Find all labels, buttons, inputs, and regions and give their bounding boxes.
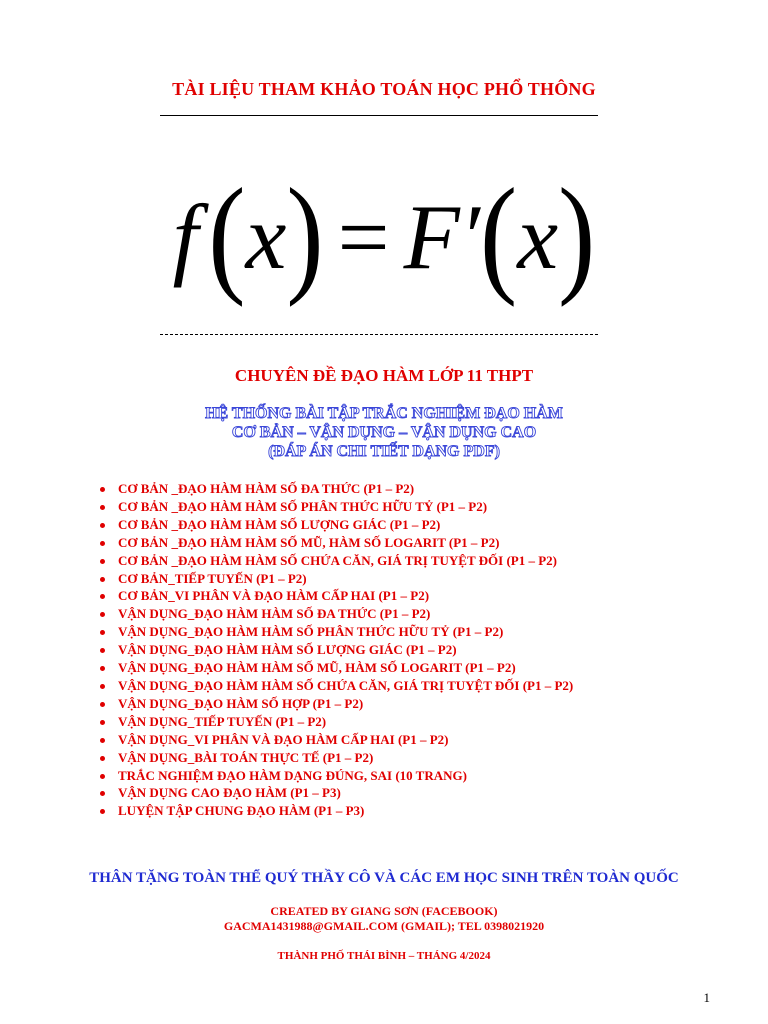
list-item-label: VẬN DỤNG_BÀI TOÁN THỰC TẾ (P1 – P2) [118,749,374,765]
page-number: 1 [703,990,710,1005]
bullet-icon [100,487,105,492]
author-contact: GACMA1431988@GMAIL.COM (GMAIL); TEL 0398021920 [223,919,545,933]
list-item-label: CƠ BẢN _ĐẠO HÀM HÀM SỐ ĐA THỨC (P1 – P2) [118,481,415,496]
list-item [100,659,573,677]
list-item [100,480,573,498]
list-item [100,767,573,785]
place-date: THÀNH PHỐ THÁI BÌNH – THÁNG 4/2024 [277,950,491,962]
list-item-label: TRẮC NGHIỆM ĐẠO HÀM DẠNG ĐÚNG, SAI (10 TRANG) [118,767,467,783]
list-item-label: VẬN DỤNG_ĐẠO HÀM HÀM SỐ LƯỢNG GIÁC (P1 – P2) [118,642,457,658]
list-item [100,641,573,659]
list-item-label: CƠ BẢN _ĐẠO HÀM HÀM SỐ MŨ, HÀM SỐ LOGARIT (P1 – P2) [118,534,500,550]
contents-list [100,480,573,820]
formula-open-paren: ( [479,161,518,309]
list-item [100,677,573,695]
bullet-icon [100,577,105,582]
list-item-label: VẬN DỤNG_ĐẠO HÀM HÀM SỐ MŨ, HÀM SỐ LOGARIT (P1 – P2) [118,660,516,676]
bullet-icon [100,612,105,617]
bullet-icon [100,684,105,689]
list-item [100,516,573,534]
list-item [100,784,573,802]
list-item [100,713,573,731]
bullet-icon [100,791,105,796]
topic-subtitle-line: (ĐÁP ÁN CHI TIẾT DẠNG PDF) [268,443,500,460]
bullet-icon [100,594,105,599]
topic-subtitle-block [0,404,768,461]
bullet-icon [100,648,105,653]
bullet-icon [100,541,105,546]
bullet-icon [100,702,105,707]
header-underline [160,115,598,116]
author-credit: CREATED BY GIANG SƠN (FACEBOOK) [270,904,498,918]
list-item [100,749,573,767]
list-item-label: CƠ BẢN _ĐẠO HÀM HÀM SỐ CHỨA CĂN, GIÁ TRỊ TUYỆT ĐỐI (P1 – P2) [118,552,558,568]
list-item-label: VẬN DỤNG_TIẾP TUYẾN (P1 – P2) [118,713,327,729]
bullet-icon [100,559,105,564]
bullet-icon [100,505,105,510]
topic-title: CHUYÊN ĐỀ ĐẠO HÀM LỚP 11 THPT [234,366,534,385]
list-item [100,605,573,623]
topic-subtitle-line: CƠ BẢN – VẬN DỤNG – VẬN DỤNG CAO [231,424,537,441]
formula-lhs-variable: x [245,186,287,288]
bullet-icon [100,630,105,635]
bullet-icon [100,738,105,743]
formula-open-paren: ( [208,161,246,309]
list-item [100,587,573,605]
derivative-formula [0,161,768,309]
list-item [100,623,573,641]
bullet-icon [100,720,105,725]
list-item-label: CƠ BẢN _ĐẠO HÀM HÀM SỐ PHÂN THỨC HỮU TỶ (P1 – P2) [118,498,488,514]
bullet-icon [100,756,105,761]
list-item-label: CƠ BẢN _ĐẠO HÀM HÀM SỐ LƯỢNG GIÁC (P1 – P2) [118,516,441,532]
document-header-title: TÀI LIỆU THAM KHẢO TOÁN HỌC PHỔ THÔNG [172,79,596,99]
list-item-label: CƠ BẢN_VI PHÂN VÀ ĐẠO HÀM CẤP HAI (P1 – P2) [118,588,430,604]
list-item [100,695,573,713]
list-item [100,570,573,588]
list-item-label: VẬN DỤNG_ĐẠO HÀM HÀM SỐ PHÂN THỨC HỮU TỶ (P1 – P2) [118,624,504,640]
list-item [100,534,573,552]
formula-close-paren: ) [286,161,324,309]
list-item-label: VẬN DỤNG CAO ĐẠO HÀM (P1 – P3) [118,785,341,801]
formula-rhs-variable: x [517,186,559,288]
bullet-icon [100,666,105,671]
list-item [100,552,573,570]
bullet-icon [100,774,105,779]
list-item [100,498,573,516]
bullet-icon [100,809,105,814]
bullet-icon [100,523,105,528]
list-item-label: VẬN DỤNG_ĐẠO HÀM HÀM SỐ ĐA THỨC (P1 – P2) [118,606,431,622]
list-item-label: LUYỆN TẬP CHUNG ĐẠO HÀM (P1 – P3) [118,803,365,819]
credits-block [0,904,768,934]
list-item-label: VẬN DỤNG_ĐẠO HÀM SỐ HỢP (P1 – P2) [118,695,364,711]
list-item [100,802,573,820]
dedication-line: THÂN TẶNG TOÀN THỂ QUÝ THẦY CÔ VÀ CÁC EM HỌC SINH TRÊN TOÀN QUỐC [89,870,679,886]
list-item [100,731,573,749]
formula-close-paren: ) [558,161,596,309]
topic-subtitle-line: HỆ THỐNG BÀI TẬP TRẮC NGHIỆM ĐẠO HÀM [205,405,563,422]
dashed-divider [160,334,598,335]
formula-equals: = [337,186,390,288]
formula-lhs-function: f [172,186,199,288]
list-item-label: VẬN DỤNG_VI PHÂN VÀ ĐẠO HÀM CẤP HAI (P1 – P2) [118,731,449,747]
list-item-label: VẬN DỤNG_ĐẠO HÀM HÀM SỐ CHỨA CĂN, GIÁ TRỊ TUYỆT ĐỐI (P1 – P2) [118,677,574,693]
formula-rhs-function: F′ [403,186,480,288]
list-item-label: CƠ BẢN_TIẾP TUYẾN (P1 – P2) [118,570,307,586]
